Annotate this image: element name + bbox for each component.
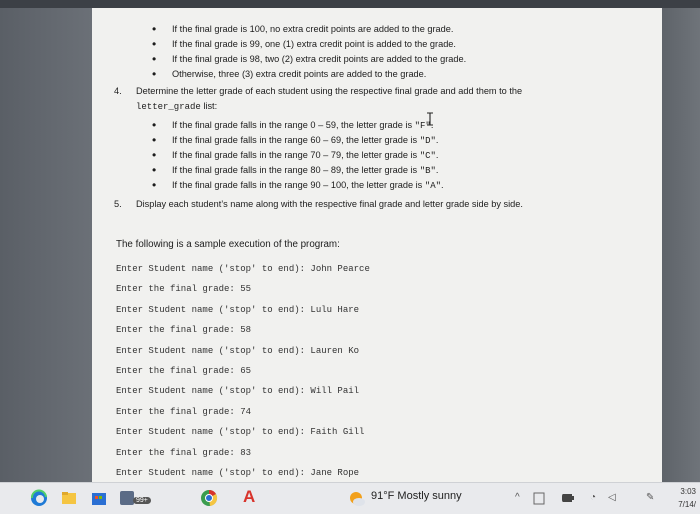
rule-item: [152, 37, 466, 52]
sample-line: Enter the final grade: 65: [116, 365, 252, 376]
step-number: 4.: [114, 86, 122, 96]
list-suffix: list:: [200, 101, 218, 111]
weather-icon: [348, 490, 366, 508]
sample-output: [116, 262, 370, 482]
volume-icon[interactable]: ◁: [608, 492, 616, 503]
rule-text: If the final grade is 98, two (2) extra credit points are added to the grade.: [172, 54, 467, 64]
letter-grade-rules-list: [152, 118, 444, 193]
step-4: [114, 84, 656, 115]
sample-line: Enter the final grade: 74: [116, 406, 252, 417]
weather-text[interactable]: 91°F Mostly sunny: [371, 490, 462, 502]
period: .: [430, 120, 434, 130]
grade-rule-text: If the final grade falls in the range 90 – 100, the letter grade is: [172, 180, 425, 190]
letter-grade: "A": [424, 181, 442, 191]
bullet-icon: •: [152, 37, 157, 51]
sample-line: Enter the final grade: 58: [116, 325, 252, 336]
store-icon[interactable]: [90, 489, 108, 507]
taskbar: [0, 482, 700, 514]
bullet-icon: •: [152, 118, 157, 132]
rule-text: Otherwise, three (3) extra credit points are added to the grade.: [172, 69, 427, 79]
edge-icon[interactable]: [30, 489, 48, 507]
sample-title: The following is a sample execution of the program:: [116, 239, 340, 250]
sample-line: Enter Student name ('stop' to end): Lauren Ko: [116, 345, 360, 356]
step-text: Determine the letter grade of each student using the respective final grade and add them to the: [136, 86, 523, 96]
extra-credit-rules-list: [152, 22, 467, 82]
grade-rule-item: [152, 118, 444, 133]
battery-icon[interactable]: [562, 493, 574, 503]
rule-item: [152, 22, 466, 37]
bullet-icon: •: [152, 148, 157, 162]
red-a-app-icon[interactable]: A: [243, 487, 256, 506]
letter-grade: "D": [419, 136, 436, 146]
grade-rule-text: If the final grade falls in the range 60 – 69, the letter grade is: [172, 135, 420, 145]
letter-grade: "B": [419, 166, 436, 176]
sample-line: Enter the final grade: 55: [116, 284, 252, 295]
bullet-icon: •: [152, 67, 157, 81]
bullet-icon: •: [152, 22, 157, 36]
date: 7/14/: [678, 500, 696, 509]
sample-line: Enter Student name ('stop' to end): Lulu Hare: [116, 304, 360, 315]
clock[interactable]: [678, 485, 696, 511]
right-background: [662, 8, 700, 482]
chevron-up-icon[interactable]: ^: [515, 492, 520, 503]
rule-text: If the final grade is 99, one (1) extra credit point is added to the grade.: [172, 39, 456, 49]
rule-item: [152, 67, 466, 82]
clipboard-icon[interactable]: [532, 491, 546, 505]
chrome-icon[interactable]: [200, 489, 218, 507]
grade-rule-item: [152, 178, 444, 193]
rule-item: [152, 52, 467, 67]
step-5: [114, 197, 523, 212]
grade-rule-text: If the final grade falls in the range 80 – 89, the letter grade is: [172, 165, 420, 175]
bullet-icon: •: [152, 133, 157, 147]
file-explorer-icon[interactable]: [60, 489, 78, 507]
step-number: 5.: [114, 199, 122, 209]
list-name: letter_grade: [136, 102, 201, 112]
notification-badge: 99+: [133, 497, 151, 504]
grade-rule-item: [152, 148, 444, 163]
sample-line: Enter the final grade: 83: [116, 447, 252, 458]
bullet-icon: •: [152, 163, 157, 177]
bullet-icon: •: [152, 178, 157, 192]
wifi-icon[interactable]: ◔: [590, 492, 597, 503]
grade-rule-item: [152, 133, 444, 148]
step-text: Display each student’s name along with the respective final grade and letter grade side by side.: [136, 199, 523, 209]
sample-line: Enter Student name ('stop' to end): Will Pail: [116, 386, 360, 397]
bullet-icon: •: [152, 52, 157, 66]
grade-rule-text: If the final grade falls in the range 0 – 59, the letter grade is: [172, 120, 415, 130]
period: .: [435, 135, 439, 145]
pen-icon[interactable]: ✎: [646, 492, 655, 503]
letter-grade: "C": [419, 151, 436, 161]
sample-line: Enter Student name ('stop' to end): Jane Rope: [116, 467, 360, 478]
time: 3:03: [680, 487, 696, 496]
grade-rule-item: [152, 163, 444, 178]
grade-rule-text: If the final grade falls in the range 70 – 79, the letter grade is: [172, 150, 420, 160]
sample-line: Enter Student name ('stop' to end): John Pearce: [116, 264, 370, 274]
rule-text: If the final grade is 100, no extra credit points are added to the grade.: [172, 24, 454, 34]
sample-line: Enter Student name ('stop' to end): Faith Gill: [116, 427, 365, 438]
letter-grade: "F": [414, 121, 431, 131]
period: .: [441, 180, 444, 190]
period: .: [435, 150, 439, 160]
period: .: [435, 165, 439, 175]
document-page: [92, 8, 662, 482]
left-background: [0, 8, 92, 482]
